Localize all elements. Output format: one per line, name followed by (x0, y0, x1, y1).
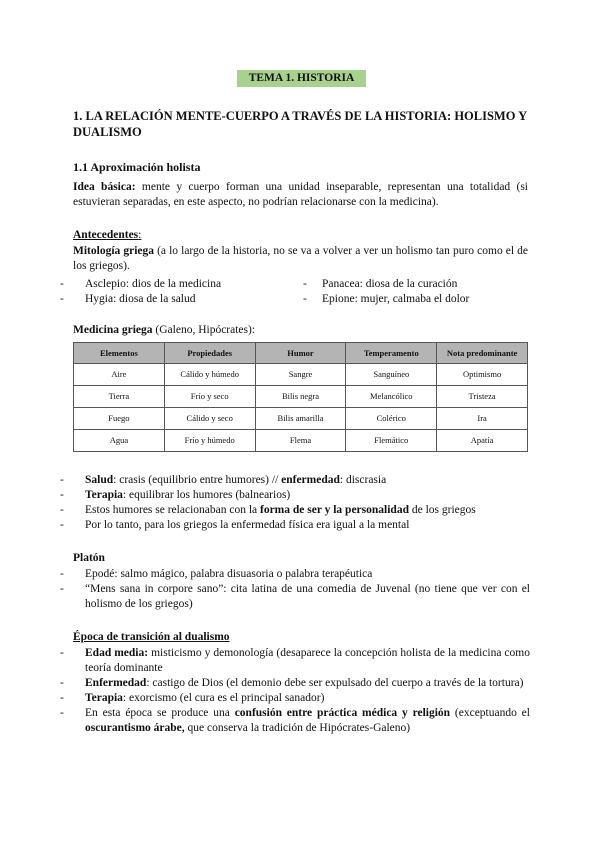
epoca-text-mid: (exceptuando el (450, 707, 530, 719)
transicion-bullet-list (60, 646, 530, 736)
edad-media-label: Edad media: (85, 647, 149, 659)
god-left: Asclepio: dios de la medicina (85, 278, 222, 290)
list-item: - Asclepio: dios de la medicina - Panacea: diosa de la curación (60, 278, 458, 290)
humors-bullet-list (60, 473, 530, 533)
enfermedad-text: : castigo de Dios (el demonio debe ser expulsado del cuerpo a través de la tortura) (146, 677, 524, 689)
enfermedad-label: enfermedad (281, 474, 340, 486)
transicion-heading (73, 630, 528, 645)
table-cell: Tristeza (437, 386, 528, 408)
humors-table (73, 342, 528, 452)
table-cell: Aire (74, 364, 165, 386)
mitologia-paragraph (73, 244, 528, 274)
medicina-text: (Galeno, Hipócrates): (152, 324, 256, 336)
section-title: 1. LA RELACIÓN MENTE-CUERPO A TRAVÉS DE LA HISTORIA: HOLISMO Y DUALISMO (73, 109, 527, 139)
terapia-text: : exorcismo (el cura es el principal sanador) (122, 692, 325, 704)
table-row (74, 430, 528, 452)
list-item (60, 706, 530, 736)
gods-list (60, 277, 530, 307)
table-cell: Ira (437, 408, 528, 430)
table-cell: Flema (255, 430, 346, 452)
table-cell: Colérico (346, 408, 437, 430)
table-cell: Apatía (437, 430, 528, 452)
table-cell: Flemático (346, 430, 437, 452)
god-right: Epione: mujer, calmaba el dolor (322, 293, 470, 305)
list-item (60, 473, 530, 488)
table-header-row (74, 343, 528, 364)
list-item (60, 646, 530, 676)
list-item: - Epodé: salmo mágico, palabra disuasoria o palabra terapéutica (60, 567, 530, 582)
table-cell: Cálido y seco (164, 408, 255, 430)
enfermedad-label: Enfermedad (85, 677, 147, 689)
table-cell: Optimismo (437, 364, 528, 386)
list-item (60, 503, 530, 518)
god-right: Panacea: diosa de la curación (322, 278, 458, 290)
table-header: Humor (255, 343, 346, 364)
table-row (74, 386, 528, 408)
table-cell: Melancólico (346, 386, 437, 408)
list-item (60, 488, 530, 503)
list-item: - Por lo tanto, para los griegos la enfermedad física era igual a la mental (60, 518, 530, 533)
table-cell: Sangre (255, 364, 346, 386)
table-cell: Cálido y húmedo (164, 364, 255, 386)
god-left: Hygia: diosa de la salud (85, 293, 196, 305)
platon-label: Platón (73, 552, 105, 564)
list-item: - “Mens sana in corpore sano”: cita latina de una comedia de Juvenal (no tiene que ver con el holismo de los griegos) (60, 582, 530, 612)
antecedentes-label: Antecedentes (73, 229, 139, 241)
oscurantismo-bold: oscurantismo árabe, (85, 722, 185, 734)
humor-bold: forma de ser y la personalidad (260, 504, 409, 516)
table-cell: Sanguíneo (346, 364, 437, 386)
table-cell: Agua (74, 430, 165, 452)
table-cell: Fuego (74, 408, 165, 430)
idea-paragraph (73, 180, 528, 210)
table-row (74, 364, 528, 386)
platon-heading (73, 551, 528, 566)
antecedentes-colon: : (138, 229, 142, 241)
table-cell: Frío y seco (164, 386, 255, 408)
table-header: Temperamento (346, 343, 437, 364)
terapia-label: Terapia (85, 692, 123, 704)
table-header: Nota predominante (437, 343, 528, 364)
edad-media-text: misticismo y demonología (desaparece la concepción holista de la medicina como teoría dominante (85, 647, 530, 674)
humor-text: Estos humores se relacionaban con la (85, 504, 260, 516)
salud-text: : crasis (equilibrio entre humores) // (113, 474, 282, 486)
epoca-text: En esta época se produce una (85, 707, 235, 719)
list-item (60, 691, 530, 706)
enfermedad-text: : discrasia (339, 474, 387, 486)
medicina-heading (73, 323, 528, 338)
medicina-label: Medicina griega (73, 324, 153, 336)
platon-bullet-list (60, 567, 530, 612)
subsection-title: 1.1 Aproximación holista (73, 160, 201, 174)
table-cell: Frío y húmedo (164, 430, 255, 452)
topic-title: TEMA 1. HISTORIA (237, 70, 366, 87)
confusion-bold: confusión entre práctica médica y religión (234, 707, 451, 719)
mitologia-label: Mitología griega (73, 245, 155, 257)
list-item: - Hygia: diosa de la salud - Epione: mujer, calmaba el dolor (60, 293, 470, 305)
humor-text-end: de los griegos (408, 504, 476, 516)
table-cell: Tierra (74, 386, 165, 408)
transicion-label: Época de transición al dualismo (73, 631, 230, 643)
table-header: Elementos (74, 343, 165, 364)
terapia-text: : equilibrar los humores (balnearios) (122, 489, 291, 501)
idea-text: mente y cuerpo forman una unidad inseparable, representan una totalidad (si estuvieran separadas, en este aspecto, no podrían relacionarse con la medicina). (73, 181, 528, 208)
table-row (74, 408, 528, 430)
salud-label: Salud (85, 474, 114, 486)
mitologia-text: (a lo largo de la historia, no se va a volver a ver un holismo tan puro como el de los griegos). (73, 245, 528, 272)
antecedentes-heading (73, 228, 528, 243)
table-cell: Bilis amarilla (255, 408, 346, 430)
table-cell: Bilis negra (255, 386, 346, 408)
list-item (60, 676, 530, 691)
terapia-label: Terapia (85, 489, 123, 501)
idea-label: Idea básica: (73, 181, 136, 193)
table-header: Propiedades (164, 343, 255, 364)
epoca-text-end: que conserva la tradición de Hipócrates-Galeno) (184, 722, 411, 734)
